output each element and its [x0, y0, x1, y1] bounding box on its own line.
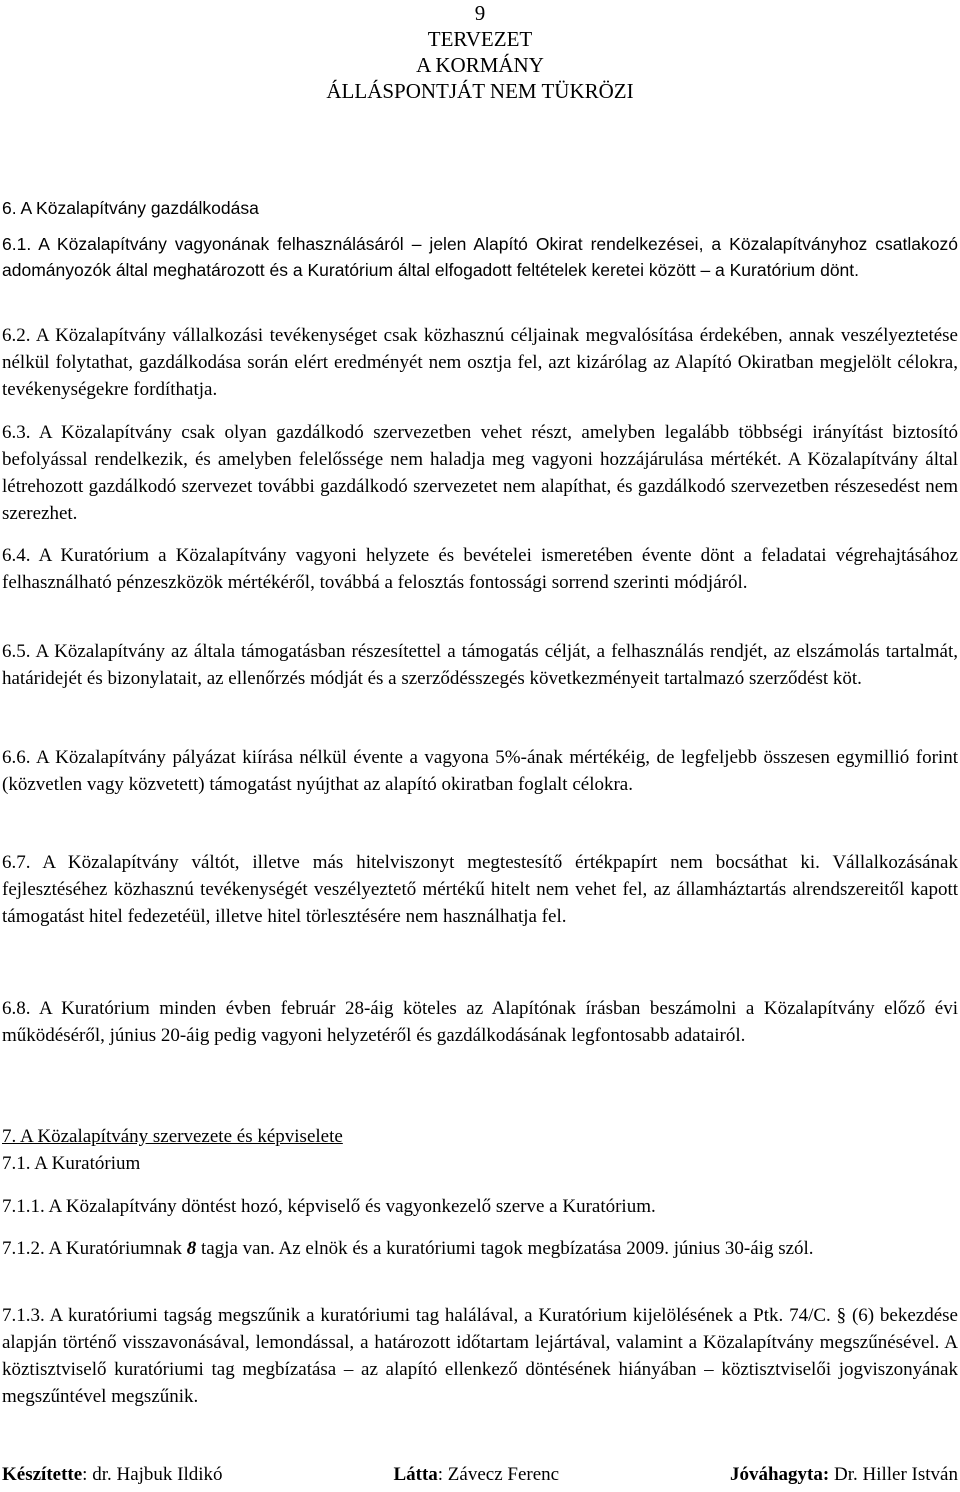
section-7-title: 7. A Közalapítvány szervezete és képviselete [2, 1126, 343, 1147]
board-member-count: 8 [186, 1238, 197, 1259]
paragraph-6-3: 6.3. A Közalapítvány csak olyan gazdálkodó szervezetben vehet részt, amelyben legalább többségi irányítást biztosító befolyással rendelkezik, és amelyben felelőssége nem haladja meg vagyoni hozzájárulása mértékét. A Közalapítvány által létrehozott gazdálkodó szervezet további gazdálkodó szervezetet nem alapíthat, és gazdálkodó szervezetben részesedést nem szerezhet. [2, 422, 958, 524]
footer-seen-by: Látta: Závecz Ferenc [393, 1464, 560, 1485]
paragraph-7-1-3: 7.1.3. A kuratóriumi tagság megszűnik a kuratóriumi tag halálával, a Kuratórium kijelölésének a Ptk. 74/C. § (6) bekezdése alapján történő visszavonásával, lemondással, a határozott időtartam lejártával, valamint a Közalapítvány megszűnésével. A köztisztviselő kuratóriumi tag megbízatása – az alapító ellenkező döntésének hiányában – köztisztviselői jogviszonyának megszűntével megszűnik. [2, 1305, 958, 1407]
paragraph-6-5: 6.5. A Közalapítvány az általa támogatásban részesítettel a támogatás célját, a felhasználás rendjét, az elszámolás tartalmát, határidejét és bizonylatait, az ellenőrzés módját és a szerződésszegés következményeit tartalmazó szerződést köt. [2, 641, 958, 689]
section-6 [2, 195, 958, 222]
paragraph-6-4: 6.4. A Kuratórium a Közalapítvány vagyoni helyzete és bevételei ismeretében évente dönt a feladatai végrehajtásához felhasználható pénzeszközök mértékéről, továbbá a felosztás fontossági sorrend szerinti módjáról. [2, 545, 958, 593]
paragraph-6-1: 6.1. A Közalapítvány vagyonának felhasználásáról – jelen Alapító Okirat rendelkezései, a Közalapítványhoz csatlakozó adományozók által meghatározott és a Kuratórium által elfogadott feltételek keretei között – a Kuratórium dönt. [2, 234, 958, 280]
paragraph-6-8: 6.8. A Kuratórium minden évben február 28-áig köteles az Alapítónak írásban beszámolni a Közalapítvány előző évi működéséről, június 20-áig pedig vagyoni helyzetéről és gazdálkodásának legfontosabb adatairól. [2, 998, 958, 1046]
paragraph-7-1-1: 7.1.1. A Közalapítvány döntést hozó, képviselő és vagyonkezelő szerve a Kuratórium. [2, 1196, 656, 1217]
section-7 [2, 1123, 958, 1177]
page-footer [2, 1462, 958, 1488]
page-number: 9 [474, 1, 486, 25]
footer-approved-by: Jóváhagyta: Dr. Hiller István [729, 1464, 958, 1485]
header-disclaimer: ÁLLÁSPONTJÁT NEM TÜKRÖZI [326, 79, 634, 103]
footer-prepared-by: Készítette: dr. Hajbuk Ildikó [2, 1464, 223, 1485]
paragraph-6-7: 6.7. A Közalapítvány váltót, illetve más hitelviszonyt megtestesítő értékpapírt nem bocsáthat ki. Vállalkozásának fejlesztéséhez közhasznú tevékenységét veszélyeztető mértékű hitelt nem vehet fel, az államháztartás alrendszereitől kapott támogatást hitel fedezetéül, illetve hitel törlesztésére nem használhatja fel. [2, 852, 958, 927]
paragraph-6-2: 6.2. A Közalapítvány vállalkozási tevékenységet csak közhasznú céljainak megvalósítása érdekében, annak veszélyeztetése nélkül folytathat, gazdálkodása során elért eredményét nem osztja fel, azt kizárólag az Alapító Okiratban megjelölt célokra, tevékenységekre fordíthatja. [2, 325, 958, 400]
paragraph-7-1-2: 7.1.2. A Kuratóriumnak 8 tagja van. Az elnök és a kuratóriumi tagok megbízatása 2009. június 30-áig szól. [2, 1238, 814, 1259]
header-government-label: A KORMÁNY [416, 53, 544, 77]
paragraph-6-6: 6.6. A Közalapítvány pályázat kiírása nélkül évente a vagyona 5%-ának mértékéig, de legfeljebb összesen egymillió forint (közvetlen vagy közvetett) támogatást nyújthat az alapító okiratban foglalt célokra. [2, 747, 958, 795]
page-header [0, 0, 960, 104]
section-6-title: 6. A Közalapítvány gazdálkodása [2, 198, 259, 218]
header-draft-label: TERVEZET [427, 27, 533, 51]
section-7-1-title: 7.1. A Kuratórium [2, 1153, 141, 1174]
